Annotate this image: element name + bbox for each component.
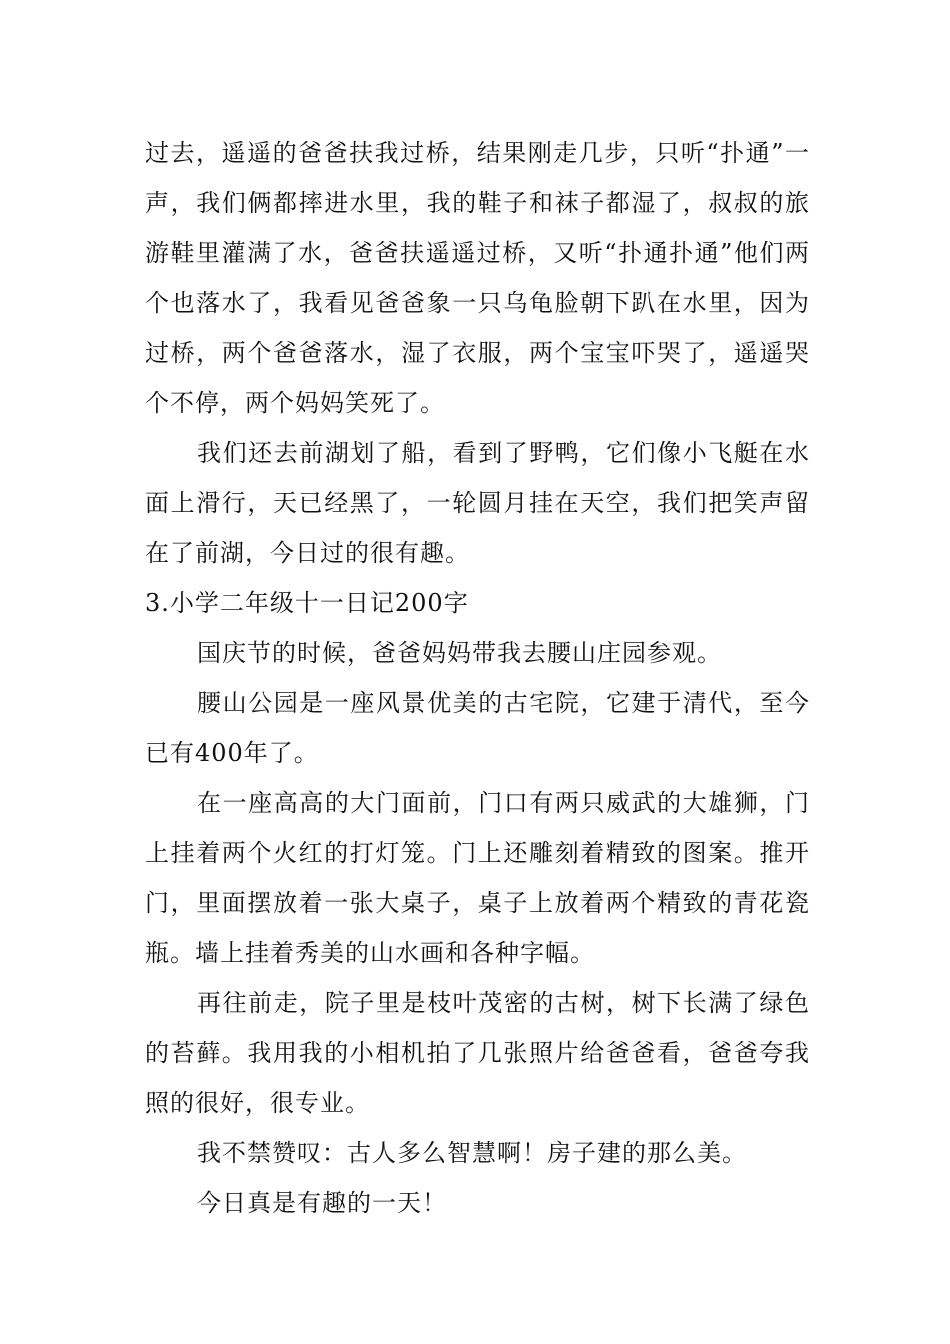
section-heading: 3.小学二年级十一日记200字 xyxy=(145,589,469,617)
paragraph-courtyard: 再往前走，院子里是枝叶茂密的古树，树下长满了绿色的苔藓。我用我的小相机拍了几张照片给爸爸看，爸爸夸我照的很好，很专业。 xyxy=(145,989,810,1117)
paragraph-front-lake: 我们还去前湖划了船，看到了野鸭，它们像小飞艇在水面上滑行，天已经黑了，一轮圆月挂在天空，我们把笑声留在了前湖，今日过的很有趣。 xyxy=(145,439,810,567)
paragraph-admiration: 我不禁赞叹：古人多么智慧啊！房子建的那么美。 xyxy=(197,1139,747,1167)
document-body xyxy=(145,128,810,1228)
paragraph-gate: 在一座高高的大门面前，门口有两只威武的大雄狮，门上挂着两个火红的打灯笼。门上还雕刻着精致的图案。推开门，里面摆放着一张大桌子，桌子上放着两个精致的青花瓷瓶。墙上挂着秀美的山水画和各种字幅。 xyxy=(145,789,810,967)
paragraph-bridge-story: 过去，遥遥的爸爸扶我过桥，结果刚走几步，只听“扑通”一声，我们俩都摔进水里，我的鞋子和袜子都湿了，叔叔的旅游鞋里灌满了水，爸爸扶遥遥过桥，又听“扑通扑通”他们两个也落水了，我看见爸爸象一只乌龟脸朝下趴在水里，因为过桥，两个爸爸落水，湿了衣服，两个宝宝吓哭了，遥遥哭个不停，两个妈妈笑死了。 xyxy=(145,139,810,417)
paragraph-closing: 今日真是有趣的一天！ xyxy=(197,1189,447,1217)
paragraph-national-day: 国庆节的时候，爸爸妈妈带我去腰山庄园参观。 xyxy=(197,639,722,667)
paragraph-yaoshan-park: 腰山公园是一座风景优美的古宅院，它建于清代，至今已有400年了。 xyxy=(145,689,810,767)
